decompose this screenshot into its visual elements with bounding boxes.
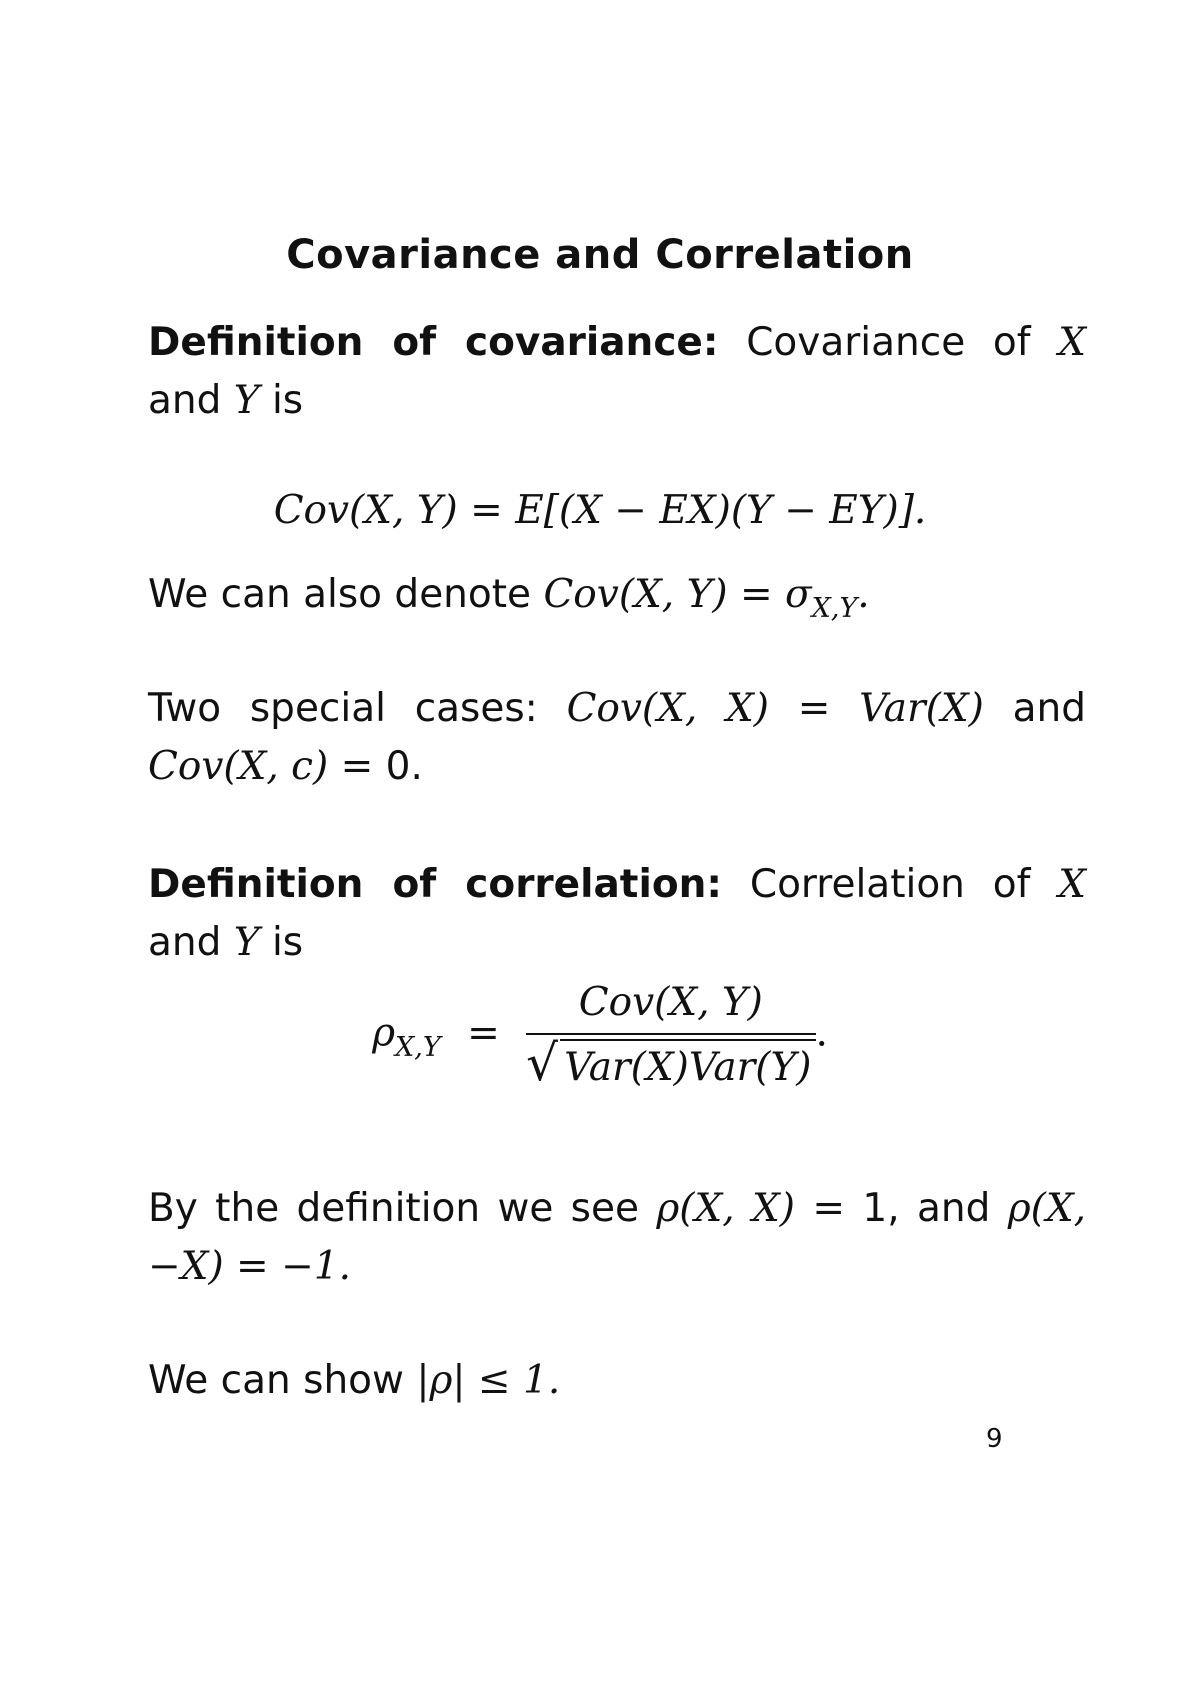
correlation-intro: Correlation of — [749, 862, 1031, 907]
denote-text: We can also denote — [148, 572, 532, 617]
denote-subscript: X,Y — [811, 593, 858, 624]
covariance-intro: Covariance of — [746, 320, 1031, 365]
covariance-and: and — [148, 378, 222, 423]
correlation-fraction — [526, 980, 815, 1090]
denote-end: . — [857, 572, 870, 617]
rho-symbol: ρ — [372, 1010, 396, 1056]
by-definition-text: By the definition we see — [148, 1186, 639, 1231]
radical-sign: √ — [526, 1034, 559, 1092]
show-formula: |ρ| ≤ 1. — [416, 1358, 561, 1403]
correlation-var-y: Y — [233, 920, 260, 965]
covariance-label: Definition of covariance: — [148, 320, 719, 365]
rho-x-negx-formula: ρ(X, −X) = −1. — [148, 1186, 1087, 1289]
fraction-denominator — [526, 1035, 815, 1090]
correlation-equals: = — [467, 1010, 500, 1056]
show-text: We can show — [148, 1358, 404, 1403]
page-number: 9 — [986, 1424, 1003, 1454]
rho-subscript: X,Y — [395, 1031, 441, 1063]
rho-xx-formula: ρ(X, X) — [656, 1186, 795, 1231]
covariance-is: is — [271, 378, 304, 423]
denote-formula: Cov(X, Y) = σ — [543, 572, 812, 617]
by-definition-and: and — [916, 1186, 991, 1231]
covariance-denote — [148, 566, 1086, 628]
special-cases-and: and — [1012, 686, 1086, 731]
rho-xx-value: 1, — [862, 1186, 900, 1231]
correlation-and: and — [148, 920, 222, 965]
covariance-var-x: X — [1058, 320, 1086, 365]
covariance-var-y: Y — [233, 378, 260, 423]
show-statement — [148, 1352, 1086, 1410]
page-title: Covariance and Correlation — [286, 232, 914, 278]
fraction-numerator: Cov(X, Y) — [526, 980, 815, 1035]
special-cases — [148, 680, 1086, 796]
square-root — [526, 1034, 815, 1092]
correlation-formula — [0, 980, 1200, 1090]
correlation-is: is — [271, 920, 304, 965]
special-case-value: 0. — [385, 744, 423, 789]
correlation-label: Definition of correlation: — [148, 862, 722, 907]
correlation-definition — [148, 856, 1086, 972]
covariance-definition — [148, 314, 1086, 430]
by-definition — [148, 1180, 1086, 1296]
radicand: Var(X)Var(Y) — [560, 1039, 815, 1090]
correlation-var-x: X — [1058, 862, 1086, 907]
special-case-formula-2: Cov(X, c) = — [148, 744, 374, 789]
rho-xx-equals: = — [812, 1186, 846, 1231]
correlation-period: . — [815, 1010, 828, 1056]
special-case-formula-1: Cov(X, X) = Var(X) — [566, 686, 984, 731]
covariance-formula: Cov(X, Y) = E[(X − EX)(Y − EY)]. — [273, 488, 927, 533]
special-cases-label: Two special cases: — [148, 686, 538, 731]
